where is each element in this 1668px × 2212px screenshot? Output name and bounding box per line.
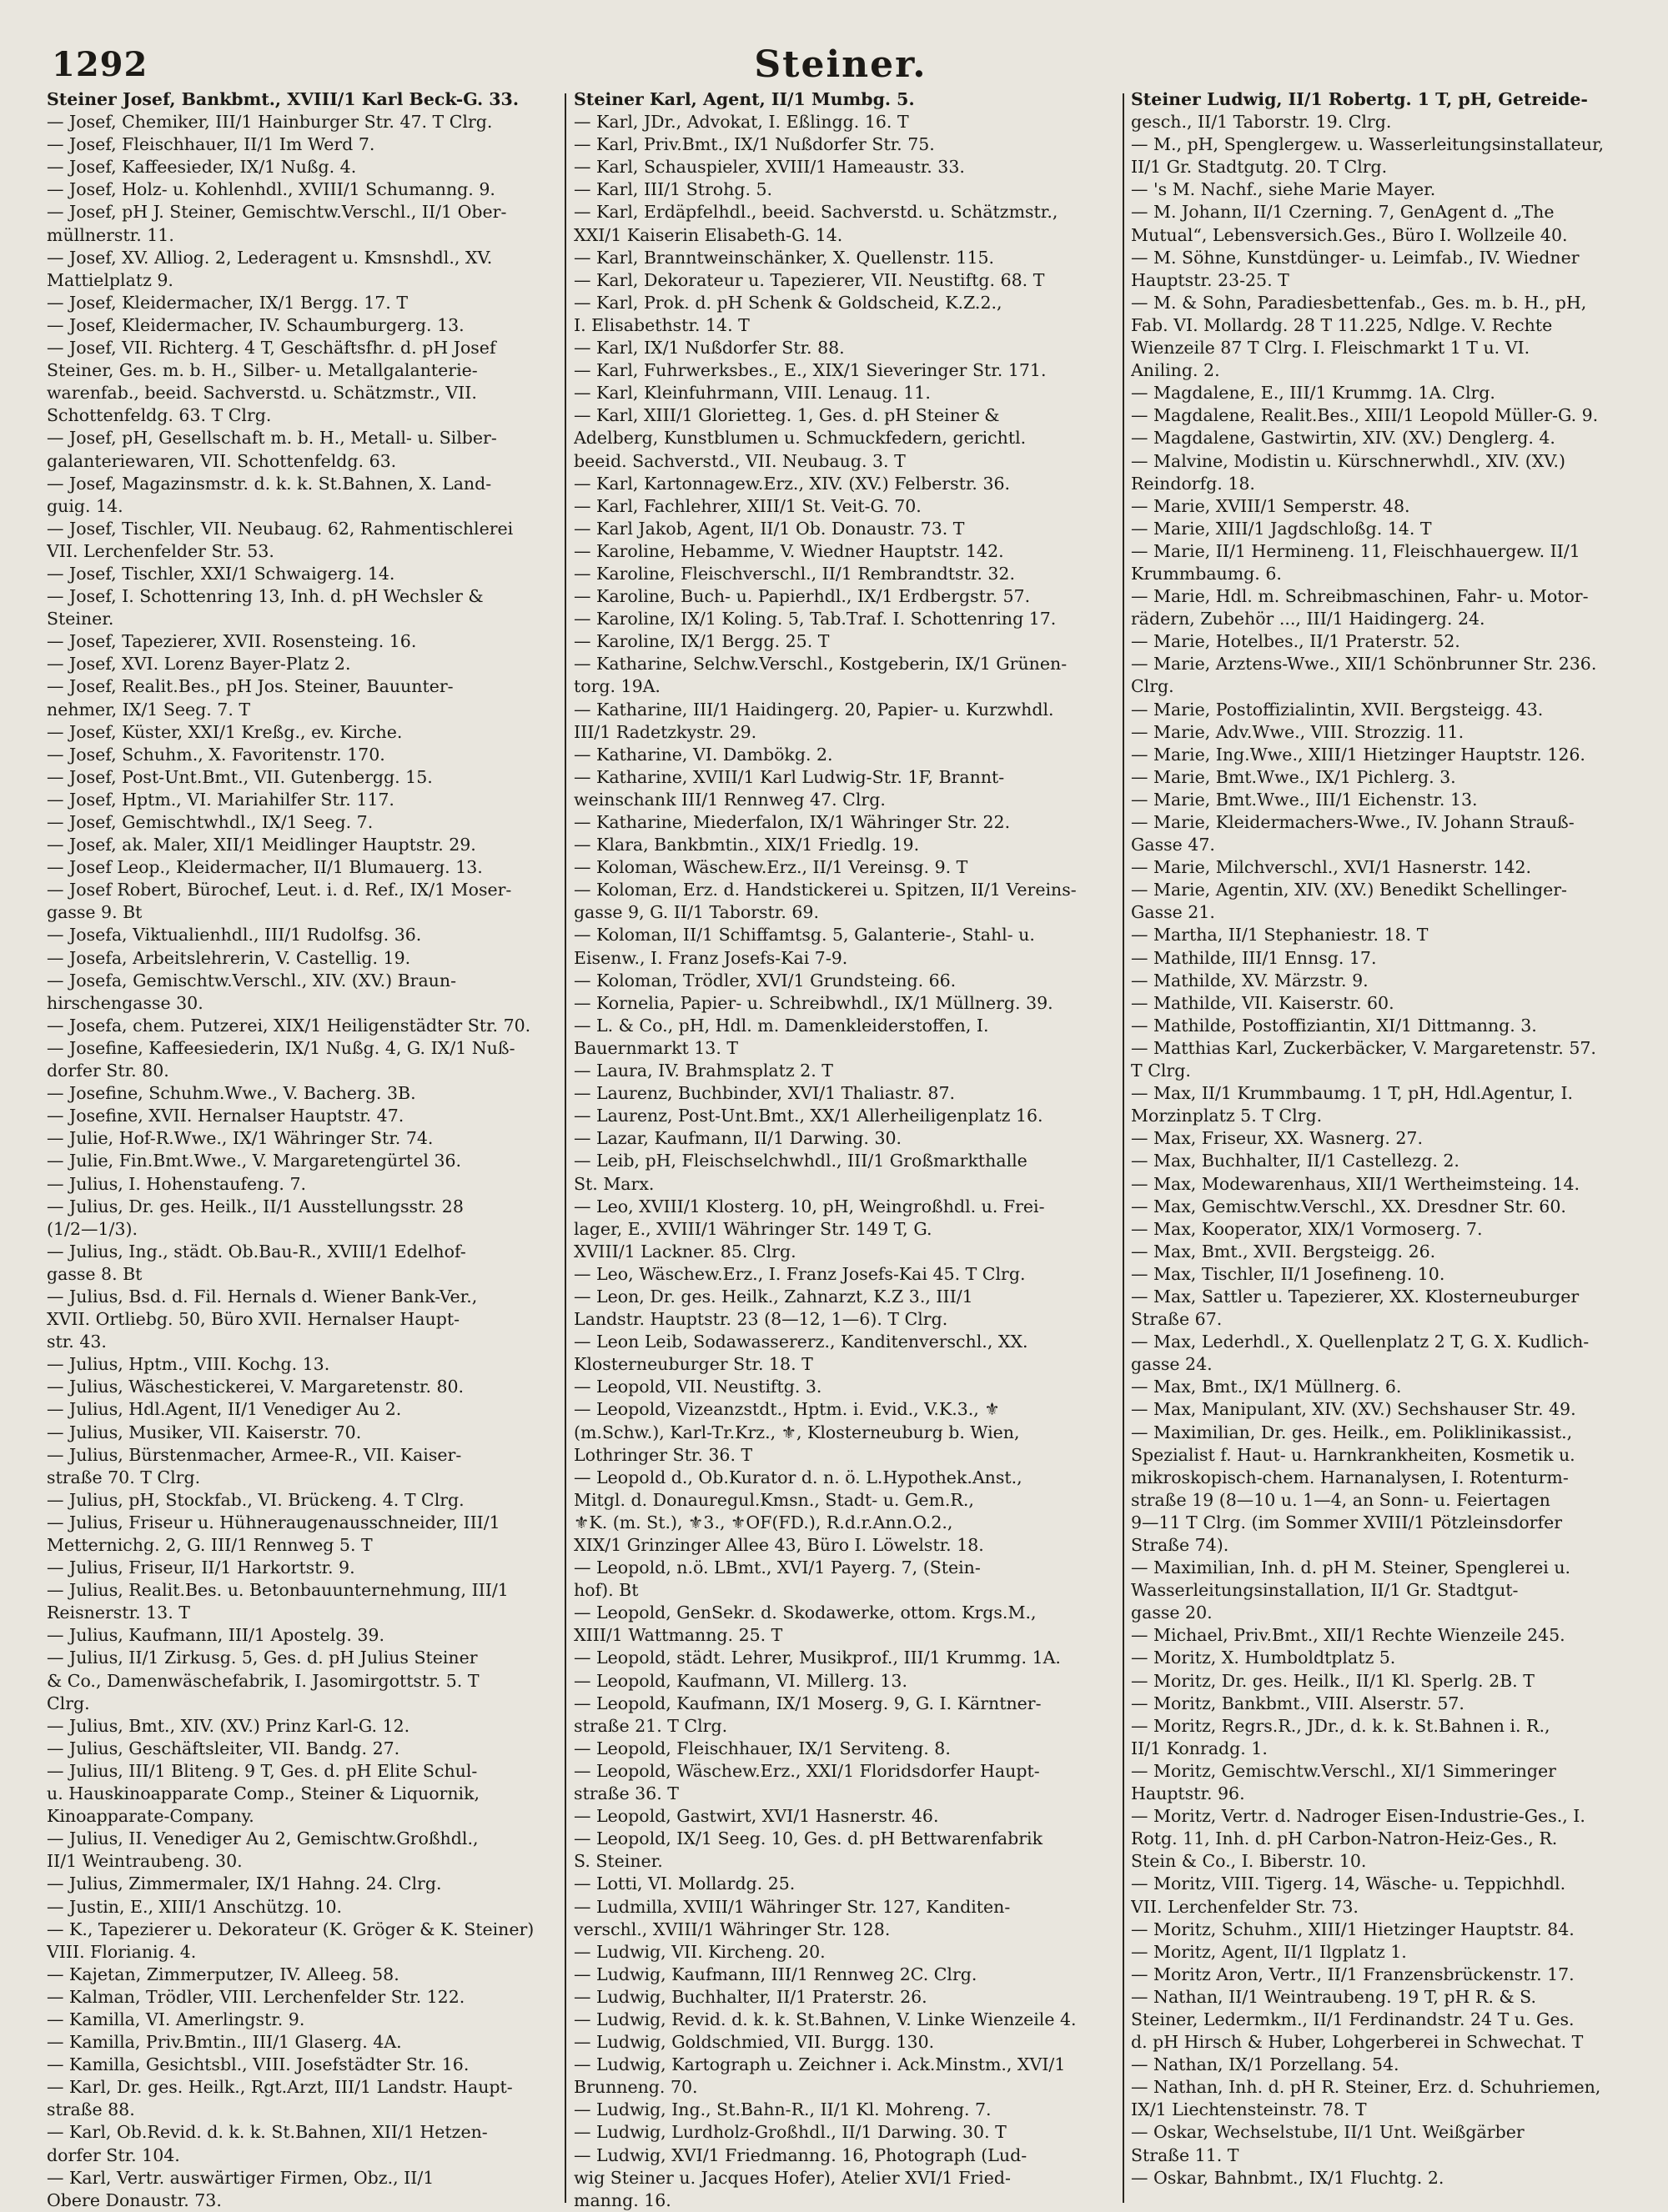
entry-line: — Karl, Prok. d. pH Schenk & Goldscheid, K.Z.2., — [574, 292, 1002, 313]
entry-line: Hauptstr. 23-25. T — [1131, 269, 1289, 290]
entry-line: — M., pH, Spenglergew. u. Wasserleitungsinstallateur, — [1131, 134, 1605, 155]
column-divider — [1123, 93, 1124, 2203]
entry-line: — Marie, Hdl. m. Schreibmaschinen, Fahr- u. Motor- — [1131, 586, 1589, 607]
entry-line: — Lotti, VI. Mollardg. 25. — [574, 1873, 796, 1894]
entry-line: — Karl, JDr., Advokat, I. Eßlingg. 16. T — [574, 112, 909, 133]
entry-line: — Ludwig, Goldschmied, VII. Burgg. 130. — [574, 2032, 935, 2053]
entry-line: — Ludwig, XVI/1 Friedmanng. 16, Photograph (Lud- — [574, 2144, 1027, 2165]
entry-line: — Josef, Fleischhauer, II/1 Im Werd 7. — [47, 134, 375, 155]
entry-line: — Oskar, Bahnbmt., IX/1 Fluchtg. 2. — [1131, 2167, 1444, 2188]
entry-line: — Max, Manipulant, XIV. (XV.) Sechshauser Str. 49. — [1131, 1399, 1576, 1420]
entry-line: — Moritz, Schuhm., XIII/1 Hietzinger Hauptstr. 84. — [1131, 1919, 1575, 1939]
columns — [47, 88, 1635, 2210]
entry-line: — Martha, II/1 Stephaniestr. 18. T — [1131, 925, 1429, 945]
entry-line: XVII. Ortliebg. 50, Büro XVII. Hernalser Haupt- — [47, 1309, 460, 1330]
entry-line: Krummbaumg. 6. — [1131, 563, 1282, 584]
entry-line: — Mathilde, VII. Kaiserstr. 60. — [1131, 992, 1394, 1013]
entry-line: — Julius, Bürstenmacher, Armee-R., VII. Kaiser- — [47, 1444, 462, 1465]
entry-line: — Josef, Tischler, XXI/1 Schwaigerg. 14. — [47, 563, 395, 584]
entry-line: — Max, Modewarenhaus, XII/1 Wertheimsteing. 14. — [1131, 1173, 1580, 1194]
entry-line: — Julius, Friseur, II/1 Harkortstr. 9. — [47, 1557, 355, 1578]
entry-line: — Julius, Friseur u. Hühneraugenausschneider, III/1 — [47, 1512, 500, 1532]
entry-line: — Koloman, Trödler, XVI/1 Grundsteing. 66. — [574, 970, 957, 991]
entry-line: gasse 20. — [1131, 1603, 1213, 1623]
entry-line: Kinoapparate-Company. — [47, 1806, 254, 1827]
entry-line: weinschank III/1 Rennweg 47. Clrg. — [574, 789, 886, 810]
entry-line: — Moritz, Vertr. d. Nadroger Eisen-Industrie-Ges., I. — [1131, 1806, 1585, 1827]
entry-line: Stein & Co., I. Biberstr. 10. — [1131, 1851, 1367, 1872]
entry-line: — Katharine, VI. Dambökg. 2. — [574, 744, 833, 765]
entry-line: — Nathan, Inh. d. pH R. Steiner, Erz. d. Schuhriemen, — [1131, 2077, 1601, 2098]
entry-line: — Leopold, Fleischhauer, IX/1 Serviteng. 8. — [574, 1738, 951, 1758]
entry-line: — Josef, Hptm., VI. Mariahilfer Str. 117. — [47, 789, 394, 810]
entry-line: (m.Schw.), Karl-Tr.Krz., ⚜, Klosterneuburg b. Wien, — [574, 1422, 1020, 1442]
entry-line: — Moritz, Regrs.R., JDr., d. k. k. St.Bahnen i. R., — [1131, 1715, 1550, 1736]
page-title: Steiner. — [754, 43, 927, 86]
entry-line: Schottenfeldg. 63. T Clrg. — [47, 405, 272, 426]
entry-heading: Steiner Josef, Bankbmt., XVIII/1 Karl Beck-G. 33. — [47, 89, 519, 109]
entry-line: — Michael, Priv.Bmt., XII/1 Rechte Wienzeile 245. — [1131, 1625, 1565, 1646]
entry-line: Straße 74). — [1131, 1535, 1229, 1555]
page-header — [47, 38, 1635, 88]
entry-line: — Ludwig, Buchhalter, II/1 Praterstr. 26. — [574, 1986, 927, 2007]
entry-line: — Marie, Kleidermachers-Wwe., IV. Johann Strauß- — [1131, 812, 1575, 832]
entry-line: — Magdalene, E., III/1 Krummg. 1A. Clrg. — [1131, 383, 1495, 404]
entry-line: — Karl, Kartonnagew.Erz., XIV. (XV.) Felberstr. 36. — [574, 473, 1011, 494]
entry-line: Wienzeile 87 T Clrg. I. Fleischmarkt 1 T u. VI. — [1131, 338, 1530, 359]
entry-line: Hauptstr. 96. — [1131, 1783, 1245, 1804]
entry-line: beeid. Sachverstd., VII. Neubaug. 3. T — [574, 450, 906, 471]
entry-line: — Kamilla, Gesichtsbl., VIII. Josefstädter Str. 16. — [47, 2054, 470, 2075]
entry-line: II/1 Weintraubeng. 30. — [47, 1851, 243, 1872]
entry-line: — Josef, Holz- u. Kohlenhdl., XVIII/1 Schumanng. 9. — [47, 179, 495, 200]
entry-line: — Maximilian, Dr. ges. Heilk., em. Poliklinikassist., — [1131, 1422, 1573, 1442]
entry-line: — Karl, IX/1 Nußdorfer Str. 88. — [574, 338, 845, 359]
entry-line: — Karl, Branntweinschänker, X. Quellenstr. 115. — [574, 247, 995, 268]
entry-line: XVIII/1 Lackner. 85. Clrg. — [574, 1241, 796, 1261]
page-number: 1292 — [52, 45, 148, 84]
entry-line: — Nathan, II/1 Weintraubeng. 19 T, pH R. & S. — [1131, 1986, 1536, 2007]
column-2 — [574, 88, 1114, 2212]
entry-line: — M. Söhne, Kunstdünger- u. Leimfab., IV. Wiedner — [1131, 247, 1580, 268]
entry-line: III/1 Radetzkystr. 29. — [574, 721, 757, 742]
entry-line: — Marie, Arztens-Wwe., XII/1 Schönbrunner Str. 236. — [1131, 654, 1597, 675]
entry-line: — Mathilde, XV. Märzstr. 9. — [1131, 970, 1369, 991]
entry-line: — Julie, Fin.Bmt.Wwe., V. Margaretengürtel 36. — [47, 1151, 462, 1171]
entry-line: — Leopold, Kaufmann, IX/1 Moserg. 9, G. I. Kärntner- — [574, 1693, 1042, 1713]
entry-line: — Josef, XVI. Lorenz Bayer-Platz 2. — [47, 654, 351, 675]
entry-line: galanteriewaren, VII. Schottenfeldg. 63. — [47, 450, 397, 471]
entry-line: — Katharine, Miederfalon, IX/1 Währinger Str. 22. — [574, 812, 1011, 832]
entry-line: — Julius, II. Venediger Au 2, Gemischtw.Großhdl., — [47, 1828, 479, 1849]
entry-line: — Ludwig, Lurdholz-Großhdl., II/1 Darwing. 30. T — [574, 2122, 1007, 2143]
entry-line: — Josefine, Kaffeesiederin, IX/1 Nußg. 4, G. IX/1 Nuß- — [47, 1037, 515, 1058]
entry-line: Straße 67. — [1131, 1309, 1223, 1330]
entry-line: — Marie, Bmt.Wwe., IX/1 Pichlerg. 3. — [1131, 766, 1456, 787]
entry-line: straße 21. T Clrg. — [574, 1715, 728, 1736]
entry-line: — Karl, Dr. ges. Heilk., Rgt.Arzt, III/1 Landstr. Haupt- — [47, 2077, 513, 2098]
entry-line: — Max, Lederhdl., X. Quellenplatz 2 T, G. X. Kudlich- — [1131, 1332, 1590, 1352]
entry-line: — L. & Co., pH, Hdl. m. Damenkleiderstoffen, I. — [574, 1015, 989, 1036]
entry-line: — Max, Bmt., XVII. Bergsteigg. 26. — [1131, 1241, 1436, 1261]
entry-line: — Max, Friseur, XX. Wasnerg. 27. — [1131, 1128, 1423, 1149]
entry-line: — Ludwig, Kartograph u. Zeichner i. Ack.Minstm., XVI/1 — [574, 2054, 1066, 2075]
entry-line: — Leopold, Wäschew.Erz., XXI/1 Floridsdorfer Haupt- — [574, 1760, 1040, 1781]
entry-line: — Max, Tischler, II/1 Josefineng. 10. — [1131, 1263, 1445, 1284]
entry-line: — Leopold, n.ö. LBmt., XVI/1 Payerg. 7, (Stein- — [574, 1557, 981, 1578]
entry-line: — Ludwig, Kaufmann, III/1 Rennweg 2C. Clrg. — [574, 1964, 977, 1984]
entry-line: — Marie, Ing.Wwe., XIII/1 Hietzinger Hauptstr. 126. — [1131, 744, 1585, 765]
entry-line: u. Hauskinoapparate Comp., Steiner & Liquornik, — [47, 1783, 480, 1804]
entry-line: — Julius, Bsd. d. Fil. Hernals d. Wiener Bank-Ver., — [47, 1286, 478, 1307]
entry-line: — Leopold, Kaufmann, VI. Millerg. 13. — [574, 1670, 907, 1691]
entry-line: hirschengasse 30. — [47, 992, 203, 1013]
entry-line: d. pH Hirsch & Huber, Lohgerberei in Schwechat. T — [1131, 2032, 1584, 2053]
entry-line: guig. 14. — [47, 495, 123, 516]
entry-line: — Josef, ak. Maler, XII/1 Meidlinger Hauptstr. 29. — [47, 835, 476, 855]
entry-line: — Max, Buchhalter, II/1 Castellezg. 2. — [1131, 1151, 1460, 1171]
entry-line: — Josef Robert, Bürochef, Leut. i. d. Ref., IX/1 Moser- — [47, 880, 512, 900]
entry-line: Obere Donaustr. 73. — [47, 2189, 222, 2210]
entry-line: — M. & Sohn, Paradiesbettenfab., Ges. m. b. H., pH, — [1131, 292, 1587, 313]
entry-line: VII. Lerchenfelder Str. 73. — [1131, 1896, 1359, 1917]
entry-line: — Malvine, Modistin u. Kürschnerwhdl., XIV. (XV.) — [1131, 450, 1566, 471]
entry-line: — Josefine, XVII. Hernalser Hauptstr. 47. — [47, 1106, 404, 1126]
entry-line: Fab. VI. Mollardg. 28 T 11.225, Ndlge. V. Rechte — [1131, 314, 1553, 335]
entry-line: Morzinplatz 5. T Clrg. — [1131, 1106, 1323, 1126]
entry-line: — Julius, Kaufmann, III/1 Apostelg. 39. — [47, 1625, 384, 1646]
entry-line: — Karl, Priv.Bmt., IX/1 Nußdorfer Str. 75. — [574, 134, 935, 155]
entry-line: — Laurenz, Buchbinder, XVI/1 Thaliastr. 87. — [574, 1083, 956, 1104]
entry-line: — Josef, XV. Alliog. 2, Lederagent u. Kmsnshdl., XV. — [47, 247, 493, 268]
entry-line: — Max, Kooperator, XIX/1 Vormoserg. 7. — [1131, 1218, 1483, 1239]
entry-line: dorfer Str. 80. — [47, 1061, 169, 1081]
entry-line: — Laurenz, Post-Unt.Bmt., XX/1 Allerheiligenplatz 16. — [574, 1106, 1043, 1126]
entry-line: — Josefine, Schuhm.Wwe., V. Bacherg. 3B. — [47, 1083, 416, 1104]
entry-line: — Ludwig, Revid. d. k. k. St.Bahnen, V. Linke Wienzeile 4. — [574, 2009, 1077, 2029]
entry-line: Lothringer Str. 36. T — [574, 1444, 753, 1465]
entry-line: — Marie, Agentin, XIV. (XV.) Benedikt Schellinger- — [1131, 880, 1567, 900]
entry-line: — Julie, Hof-R.Wwe., IX/1 Währinger Str. 74. — [47, 1128, 434, 1149]
entry-line: — Marie, Hotelbes., II/1 Praterstr. 52. — [1131, 631, 1460, 652]
entry-line: hof). Bt — [574, 1580, 639, 1601]
entry-line: — Max, Gemischtw.Verschl., XX. Dresdner Str. 60. — [1131, 1196, 1566, 1216]
entry-line: — Mathilde, III/1 Ennsg. 17. — [1131, 947, 1377, 968]
column-3 — [1131, 88, 1631, 2189]
entry-line: — M. Johann, II/1 Czerning. 7, GenAgent d. „The — [1131, 202, 1555, 223]
entry-line: Steiner, Ledermkm., II/1 Ferdinandstr. 24 T u. Ges. — [1131, 2009, 1575, 2029]
entry-line: (1/2—1/3). — [47, 1218, 138, 1239]
entry-line: Gasse 21. — [1131, 902, 1215, 923]
entry-line: II/1 Konradg. 1. — [1131, 1738, 1268, 1758]
entry-line: — Josef, Kaffeesieder, IX/1 Nußg. 4. — [47, 157, 357, 178]
entry-line: — Oskar, Wechselstube, II/1 Unt. Weißgärber — [1131, 2122, 1525, 2143]
entry-line: — Julius, Bmt., XIV. (XV.) Prinz Karl-G. 12. — [47, 1715, 410, 1736]
entry-line: straße 88. — [47, 2099, 135, 2120]
entry-line: — Koloman, Erz. d. Handstickerei u. Spitzen, II/1 Vereins- — [574, 880, 1077, 900]
entry-line: — Maximilian, Inh. d. pH M. Steiner, Spenglerei u. — [1131, 1557, 1571, 1578]
entry-line: VII. Lerchenfelder Str. 53. — [47, 540, 274, 561]
entry-line: — Josefa, Viktualienhdl., III/1 Rudolfsg. 36. — [47, 925, 422, 945]
entry-line: — Koloman, II/1 Schiffamtsg. 5, Galanterie-, Stahl- u. — [574, 925, 1035, 945]
entry-line: — Katharine, III/1 Haidingerg. 20, Papier- u. Kurzwhdl. — [574, 699, 1054, 720]
column-1 — [47, 88, 557, 2212]
entry-line: Clrg. — [47, 1693, 90, 1713]
entry-line: str. 43. — [47, 1332, 107, 1352]
entry-line: — Leopold, Vizeanzstdt., Hptm. i. Evid., V.K.3., ⚜ — [574, 1399, 1000, 1420]
entry-line: straße 19 (8—10 u. 1—4, an Sonn- u. Feiertagen — [1131, 1489, 1550, 1510]
entry-line: Landstr. Hauptstr. 23 (8—12, 1—6). T Clrg. — [574, 1309, 948, 1330]
entry-line: rädern, Zubehör ..., III/1 Haidingerg. 24. — [1131, 609, 1485, 629]
entry-line: — Julius, Geschäftsleiter, VII. Bandg. 27. — [47, 1738, 400, 1758]
entry-line: — Katharine, XVIII/1 Karl Ludwig-Str. 1F, Brannt- — [574, 766, 1005, 787]
entry-line: — Klara, Bankbmtin., XIX/1 Friedlg. 19. — [574, 835, 920, 855]
entry-line: — Leib, pH, Fleischselchwhdl., III/1 Großmarkthalle — [574, 1151, 1027, 1171]
entry-line: — Moritz, Gemischtw.Verschl., XI/1 Simmeringer — [1131, 1760, 1556, 1781]
entry-line: — Leo, XVIII/1 Klosterg. 10, pH, Weingroßhdl. u. Frei- — [574, 1196, 1045, 1216]
entry-line: — Karl, III/1 Strohg. 5. — [574, 179, 773, 200]
entry-line: T Clrg. — [1131, 1061, 1191, 1081]
entry-line: — Kornelia, Papier- u. Schreibwhdl., IX/1 Müllnerg. 39. — [574, 992, 1053, 1013]
entry-line: II/1 Gr. Stadtgutg. 20. T Clrg. — [1131, 157, 1388, 178]
entry-line: — Karoline, IX/1 Bergg. 25. T — [574, 631, 830, 652]
entry-line: — Koloman, Wäschew.Erz., II/1 Vereinsg. 9. T — [574, 857, 968, 878]
entry-line: — Julius, Ing., städt. Ob.Bau-R., XVIII/1 Edelhof- — [47, 1241, 466, 1261]
entry-line: I. Elisabethstr. 14. T — [574, 314, 750, 335]
entry-line: — Karl, Dekorateur u. Tapezierer, VII. Neustiftg. 68. T — [574, 269, 1045, 290]
entry-line: Metternichg. 2, G. III/1 Rennweg 5. T — [47, 1535, 373, 1555]
entry-line: — Kamilla, Priv.Bmtin., III/1 Glaserg. 4A. — [47, 2032, 402, 2053]
entry-line: — Leopold, VII. Neustiftg. 3. — [574, 1377, 822, 1397]
entry-line: — Josef, VII. Richterg. 4 T, Geschäftsfhr. d. pH Josef — [47, 338, 496, 359]
entry-line: gasse 8. Bt — [47, 1263, 143, 1284]
entry-line: — Max, Bmt., IX/1 Müllnerg. 6. — [1131, 1377, 1402, 1397]
entry-line: — Katharine, Selchw.Verschl., Kostgeberin, IX/1 Grünen- — [574, 654, 1068, 675]
entry-line: — Karl, Fuhrwerksbes., E., XIX/1 Sieveringer Str. 171. — [574, 360, 1047, 381]
entry-line: Gasse 47. — [1131, 835, 1215, 855]
entry-line: Adelberg, Kunstblumen u. Schmuckfedern, gerichtl. — [574, 428, 1027, 449]
entry-line: gasse 9. Bt — [47, 902, 143, 923]
entry-line: — Leopold, GenSekr. d. Skodawerke, ottom. Krgs.M., — [574, 1603, 1037, 1623]
entry-line: — Josefa, chem. Putzerei, XIX/1 Heiligenstädter Str. 70. — [47, 1015, 531, 1036]
entry-line: — Julius, Wäschestickerei, V. Margaretenstr. 80. — [47, 1377, 465, 1397]
entry-line: — Karl Jakob, Agent, II/1 Ob. Donaustr. 73. T — [574, 518, 965, 539]
entry-line: — Karl, XIII/1 Gloriettеg. 1, Ges. d. pH Steiner & — [574, 405, 1000, 426]
entry-line: XXI/1 Kaiserin Elisabeth-G. 14. — [574, 224, 843, 245]
entry-line: gasse 9, G. II/1 Taborstr. 69. — [574, 902, 819, 923]
entry-line: Mutual“, Lebensversich.Ges., Büro I. Wollzeile 40. — [1131, 224, 1568, 245]
entry-line: — Leo, Wäschew.Erz., I. Franz Josefs-Kai 45. T Clrg. — [574, 1263, 1026, 1284]
entry-line: — Josef, Tapezierer, XVII. Rosensteing. 16. — [47, 631, 417, 652]
entry-line: 9—11 T Clrg. (im Sommer XVIII/1 Pötzleinsdorfer — [1131, 1512, 1563, 1532]
entry-line: Eisenw., I. Franz Josefs-Kai 7-9. — [574, 947, 848, 968]
entry-line: — Moritz, Agent, II/1 Ilgplatz 1. — [1131, 1941, 1407, 1962]
entry-line: — Kajetan, Zimmerputzer, IV. Alleeg. 58. — [47, 1964, 399, 1984]
entry-line: Clrg. — [1131, 676, 1174, 697]
entry-line: — Josef, Post-Unt.Bmt., VII. Gutenbergg. 15. — [47, 766, 433, 787]
entry-line: — Josef, I. Schottenring 13, Inh. d. pH Wechsler & — [47, 586, 484, 607]
entry-line: — Moritz, Bankbmt., VIII. Alserstr. 57. — [1131, 1693, 1465, 1713]
entry-line: — Karl, Schauspieler, XVIII/1 Hameaustr. 33. — [574, 157, 965, 178]
entry-line: — Moritz, VIII. Tigerg. 14, Wäsche- u. Teppichhdl. — [1131, 1873, 1566, 1894]
entry-line: nehmer, IX/1 Seeg. 7. T — [47, 699, 251, 720]
entry-line: straße 70. T Clrg. — [47, 1467, 201, 1487]
entry-line: — Mathilde, Postoffiziantin, XI/1 Dittmanng. 3. — [1131, 1015, 1537, 1036]
entry-line: — Josef, Tischler, VII. Neubaug. 62, Rahmentischlerei — [47, 518, 514, 539]
entry-line: — Karl, Fachlehrer, XIII/1 St. Veit-G. 70. — [574, 495, 922, 516]
entry-line: — Leopold, IX/1 Seeg. 10, Ges. d. pH Bettwarenfabrik — [574, 1828, 1043, 1849]
entry-line: — Ludwig, Ing., St.Bahn-R., II/1 Kl. Mohreng. 7. — [574, 2099, 992, 2120]
entry-line: — Karl, Kleinfuhrmann, VIII. Lenaug. 11. — [574, 383, 931, 404]
entry-line: — Josef, Schuhm., X. Favoritenstr. 170. — [47, 744, 385, 765]
entry-line: — Magdalene, Gastwirtin, XIV. (XV.) Denglerg. 4. — [1131, 428, 1555, 449]
entry-line: — Julius, III/1 Bliteng. 9 T, Ges. d. pH Elite Schul- — [47, 1760, 478, 1781]
entry-line: — Marie, Postoffizialintin, XVII. Bergsteigg. 43. — [1131, 699, 1544, 720]
entry-line: Steiner. — [47, 609, 114, 629]
entry-line: — Karoline, IX/1 Koling. 5, Tab.Traf. I. Schottenring 17. — [574, 609, 1057, 629]
entry-line: Spezialist f. Haut- u. Harnkrankheiten, Kosmetik u. — [1131, 1444, 1575, 1465]
entry-line: — Josefa, Gemischtw.Verschl., XIV. (XV.) Braun- — [47, 970, 457, 991]
entry-line: XIII/1 Wattmanng. 25. T — [574, 1625, 783, 1646]
entry-line: — Ludmilla, XVIII/1 Währinger Str. 127, Kanditen- — [574, 1896, 1011, 1917]
entry-line: — Julius, Dr. ges. Heilk., II/1 Ausstellungsstr. 28 — [47, 1196, 464, 1216]
entry-line: — Julius, Musiker, VII. Kaiserstr. 70. — [47, 1422, 362, 1442]
entry-line: Reisnerstr. 13. T — [47, 1603, 190, 1623]
entry-line: — Marie, Milchverschl., XVI/1 Hasnerstr. 142. — [1131, 857, 1532, 878]
entry-line: mikroskopisch-chem. Harnanalysen, I. Rotenturm- — [1131, 1467, 1569, 1487]
entry-line: — 's M. Nachf., siehe Marie Mayer. — [1131, 179, 1436, 200]
entry-line: — Karoline, Buch- u. Papierhdl., IX/1 Erdbergstr. 57. — [574, 586, 1031, 607]
entry-line: — Laura, IV. Brahmsplatz 2. T — [574, 1061, 833, 1081]
entry-line: — Moritz, X. Humboldtplatz 5. — [1131, 1648, 1396, 1668]
entry-line: Bauernmarkt 13. T — [574, 1037, 739, 1058]
entry-line: — Josef, Kleidermacher, IV. Schaumburgerg. 13. — [47, 314, 465, 335]
entry-line: — Max, Sattler u. Tapezierer, XX. Klosterneuburger — [1131, 1286, 1580, 1307]
entry-line: Rotg. 11, Inh. d. pH Carbon-Natron-Heiz-Ges., R. — [1131, 1828, 1558, 1849]
entry-line: — Josefa, Arbeitslehrerin, V. Castellig. 19. — [47, 947, 411, 968]
entry-line: — Josef, pH, Gesellschaft m. b. H., Metall- u. Silber- — [47, 428, 497, 449]
entry-line: — Marie, XVIII/1 Semperstr. 48. — [1131, 495, 1410, 516]
entry-line: — Josef Leop., Kleidermacher, II/1 Blumauerg. 13. — [47, 857, 483, 878]
entry-line: straße 36. T — [574, 1783, 679, 1804]
entry-line: müllnerstr. 11. — [47, 224, 174, 245]
entry-line: ⚜K. (m. St.), ⚜3., ⚜OF(FD.), R.d.r.Ann.O.2., — [574, 1512, 953, 1532]
entry-line: S. Steiner. — [574, 1851, 663, 1872]
entry-line: — Marie, II/1 Hermineng. 11, Fleischhauergew. II/1 — [1131, 540, 1580, 561]
entry-line: — Leopold d., Ob.Kurator d. n. ö. L.Hypothek.Anst., — [574, 1467, 1022, 1487]
entry-line: torg. 19A. — [574, 676, 661, 697]
entry-line: — Karl, Erdäpfelhdl., beeid. Sachverstd. u. Schätzmstr., — [574, 202, 1058, 223]
entry-line: St. Marx. — [574, 1173, 655, 1194]
entry-line: gasse 24. — [1131, 1354, 1213, 1375]
entry-line: — Julius, pH, Stockfab., VI. Brückeng. 4. T Clrg. — [47, 1489, 465, 1510]
entry-line: warenfab., beeid. Sachverstd. u. Schätzmstr., VII. — [47, 383, 477, 404]
entry-line: — K., Tapezierer u. Dekorateur (K. Gröger & K. Steiner) — [47, 1919, 535, 1939]
entry-line: — Josef, pH J. Steiner, Gemischtw.Verschl., II/1 Ober- — [47, 202, 507, 223]
entry-line: — Julius, Hptm., VIII. Kochg. 13. — [47, 1354, 330, 1375]
entry-line: — Julius, I. Hohenstaufeng. 7. — [47, 1173, 307, 1194]
entry-line: VIII. Florianig. 4. — [47, 1941, 197, 1962]
entry-line: Aniling. 2. — [1131, 360, 1220, 381]
entry-line: IX/1 Liechtensteinstr. 78. T — [1131, 2099, 1367, 2120]
entry-line: lager, E., XVIII/1 Währinger Str. 149 T, G. — [574, 1218, 932, 1239]
entry-line: — Josef, Kleidermacher, IX/1 Bergg. 17. T — [47, 292, 409, 313]
entry-line: — Karoline, Hebamme, V. Wiedner Hauptstr. 142. — [574, 540, 1004, 561]
entry-line: — Karl, Vertr. auswärtiger Firmen, Obz., II/1 — [47, 2167, 435, 2188]
entry-line: Mattielplatz 9. — [47, 269, 173, 290]
entry-line: — Leon Leib, Sodawassererz., Kanditenverschl., XX. — [574, 1332, 1028, 1352]
entry-line: — Nathan, IX/1 Porzellang. 54. — [1131, 2054, 1399, 2075]
entry-line: — Justin, E., XIII/1 Anschützg. 10. — [47, 1896, 343, 1917]
entry-line: — Kalman, Trödler, VIII. Lerchenfelder Str. 122. — [47, 1986, 465, 2007]
entry-line: — Josef, Küster, XXI/1 Kreßg., ev. Kirche. — [47, 721, 403, 742]
entry-line: — Marie, Adv.Wwe., VIII. Strozzig. 11. — [1131, 721, 1465, 742]
entry-line: — Moritz Aron, Vertr., II/1 Franzensbrückenstr. 17. — [1131, 1964, 1575, 1984]
entry-line: — Matthias Karl, Zuckerbäcker, V. Margaretenstr. 57. — [1131, 1037, 1596, 1058]
entry-line: Brunneng. 70. — [574, 2077, 698, 2098]
entry-line: — Leon, Dr. ges. Heilk., Zahnarzt, K.Z 3., III/1 — [574, 1286, 973, 1307]
entry-line: — Max, II/1 Krummbaumg. 1 T, pH, Hdl.Agentur, I. — [1131, 1083, 1574, 1104]
entry-line: Wasserleitungsinstallation, II/1 Gr. Stadtgut- — [1131, 1580, 1519, 1601]
entry-line: Mitgl. d. Donauregul.Kmsn., Stadt- u. Gem.R., — [574, 1489, 974, 1510]
entry-line: — Julius, II/1 Zirkusg. 5, Ges. d. pH Julius Steiner — [47, 1648, 478, 1668]
entry-line: — Josef, Gemischtwhdl., IX/1 Seeg. 7. — [47, 812, 374, 832]
entry-heading: Steiner Karl, Agent, II/1 Mumbg. 5. — [574, 89, 915, 109]
entry-line: & Co., Damenwäschefabrik, I. Jasomirgottstr. 5. T — [47, 1670, 480, 1691]
entry-line: Straße 11. T — [1131, 2144, 1239, 2165]
entry-heading: Steiner Ludwig, II/1 Robertg. 1 T, pH, Getreide- — [1131, 89, 1588, 109]
entry-line: — Marie, Bmt.Wwe., III/1 Eichenstr. 13. — [1131, 789, 1478, 810]
entry-line: — Julius, Realit.Bes. u. Betonbauunternehmung, III/1 — [47, 1580, 509, 1601]
entry-line: manng. 16. — [574, 2189, 671, 2210]
entry-line: — Kamilla, VI. Amerlingstr. 9. — [47, 2009, 305, 2029]
entry-line: XIX/1 Grinzinger Allee 43, Büro I. Löwelstr. 18. — [574, 1535, 984, 1555]
entry-line: — Magdalene, Realit.Bes., XIII/1 Leopold Müller-G. 9. — [1131, 405, 1599, 426]
entry-line: — Moritz, Dr. ges. Heilk., II/1 Kl. Sperlg. 2B. T — [1131, 1670, 1535, 1691]
entry-line: — Josef, Magazinsmstr. d. k. k. St.Bahnen, X. Land- — [47, 473, 492, 494]
entry-line: — Lazar, Kaufmann, II/1 Darwing. 30. — [574, 1128, 902, 1149]
entry-line: wig Steiner u. Jacques Hofer), Atelier XVI/1 Fried- — [574, 2167, 1011, 2188]
entry-line: Klosterneuburger Str. 18. T — [574, 1354, 813, 1375]
column-divider — [565, 93, 566, 2203]
entry-line: verschl., XVIII/1 Währinger Str. 128. — [574, 1919, 891, 1939]
entry-line: — Karoline, Fleischverschl., II/1 Rembrandtstr. 32. — [574, 563, 1015, 584]
entry-line: — Julius, Hdl.Agent, II/1 Venediger Au 2. — [47, 1399, 402, 1420]
entry-line: Steiner, Ges. m. b. H., Silber- u. Metallgalanterie- — [47, 360, 478, 381]
entry-line: — Leopold, städt. Lehrer, Musikprof., III/1 Krummg. 1A. — [574, 1648, 1061, 1668]
entry-line: Reindorfg. 18. — [1131, 473, 1255, 494]
entry-line: — Leopold, Gastwirt, XVI/1 Hasnerstr. 46. — [574, 1806, 939, 1827]
entry-line: — Josef, Realit.Bes., pH Jos. Steiner, Bauunter- — [47, 676, 454, 697]
entry-line: gesch., II/1 Taborstr. 19. Clrg. — [1131, 112, 1392, 133]
entry-line: dorfer Str. 104. — [47, 2144, 180, 2165]
entry-line: — Marie, XIII/1 Jagdschloßg. 14. T — [1131, 518, 1432, 539]
entry-line: — Ludwig, VII. Kircheng. 20. — [574, 1941, 826, 1962]
entry-line: — Karl, Ob.Revid. d. k. k. St.Bahnen, XII/1 Hetzen- — [47, 2122, 488, 2143]
entry-line: — Julius, Zimmermaler, IX/1 Hahng. 24. Clrg. — [47, 1873, 442, 1894]
entry-line: — Josef, Chemiker, III/1 Hainburger Str. 47. T Clrg. — [47, 112, 493, 133]
